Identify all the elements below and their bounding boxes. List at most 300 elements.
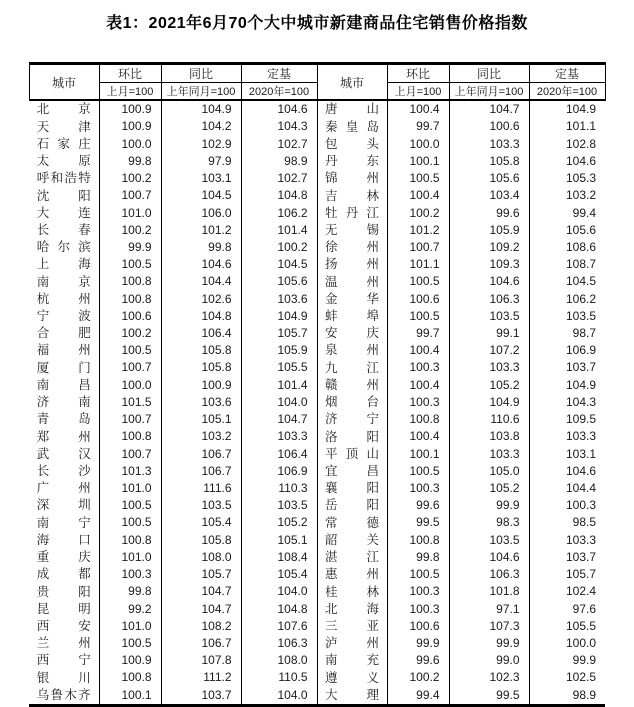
index-value-cell: 103.5	[565, 308, 596, 323]
index-value-cell: 105.4	[161, 514, 241, 531]
index-value-cell: 109.5	[565, 412, 596, 427]
index-value-cell: 100.7	[99, 411, 161, 428]
index-value-cell: 99.8	[387, 549, 449, 566]
city-name-cell	[317, 549, 387, 566]
city-name: 青岛	[36, 412, 91, 427]
index-value-cell: 109.2	[449, 239, 529, 256]
index-value-cell: 100.5	[99, 497, 161, 514]
index-value-cell: 98.5	[572, 515, 596, 530]
city-name: 上海	[36, 257, 91, 272]
table-row	[29, 618, 605, 635]
index-value-cell: 103.5	[241, 497, 317, 514]
index-value-cell: 99.0	[449, 652, 529, 669]
subheader-mom-base-right: 上月=100	[387, 83, 449, 101]
index-value-cell: 99.9	[387, 635, 449, 652]
city-name: 包头	[325, 136, 379, 151]
city-name: 西安	[36, 618, 91, 633]
price-index-table	[29, 62, 606, 707]
index-value-cell: 106.7	[161, 463, 241, 480]
city-name-cell	[317, 480, 387, 497]
index-value-cell: 107.8	[161, 652, 241, 669]
city-name: 南昌	[36, 377, 91, 392]
index-value-cell: 104.9	[449, 394, 529, 411]
city-name-cell	[29, 669, 99, 686]
index-value-cell: 102.8	[565, 136, 596, 151]
index-value-cell: 101.0	[99, 480, 161, 497]
city-name-cell	[317, 566, 387, 583]
index-value-cell: 99.9	[449, 635, 529, 652]
index-value-cell: 103.3	[565, 532, 596, 547]
table-title: 表1：2021年6月70个大中城市新建商品住宅销售价格指数	[106, 15, 528, 32]
city-name: 安庆	[325, 326, 379, 341]
index-value-cell: 100.0	[565, 635, 596, 650]
index-value-cell: 103.3	[449, 359, 529, 376]
index-value-cell: 104.8	[241, 600, 317, 617]
index-value-cell: 106.9	[241, 463, 317, 480]
city-name-cell	[317, 463, 387, 480]
subheader-fixed-base-left: 2020年=100	[241, 83, 317, 101]
city-name-cell	[317, 514, 387, 531]
index-value-cell: 103.3	[449, 135, 529, 152]
city-name: 西宁	[36, 653, 91, 668]
index-value-cell: 103.1	[161, 170, 241, 187]
city-name: 岳阳	[325, 498, 379, 513]
table-row	[29, 187, 605, 204]
index-value-cell: 104.7	[241, 411, 317, 428]
index-value-cell: 105.8	[161, 342, 241, 359]
table-row	[29, 480, 605, 497]
city-name: 福州	[36, 343, 91, 358]
city-name: 太原	[36, 154, 91, 169]
index-value-cell: 100.6	[449, 118, 529, 135]
table-body	[29, 100, 605, 705]
index-value-cell: 103.5	[449, 308, 529, 325]
city-name: 平顶山	[325, 446, 379, 461]
city-name: 徐州	[325, 240, 379, 255]
table-row	[29, 600, 605, 617]
city-name: 银川	[36, 670, 91, 685]
city-name: 泸州	[325, 636, 379, 651]
city-name-cell	[317, 583, 387, 600]
index-value-cell: 100.1	[99, 686, 161, 705]
index-value-cell: 100.4	[387, 377, 449, 394]
city-name-cell	[29, 325, 99, 342]
city-name: 长春	[36, 222, 91, 237]
subheader-yoy-base-left: 上年同月=100	[161, 83, 241, 101]
index-value-cell: 106.9	[565, 343, 596, 358]
table-row	[29, 153, 605, 170]
index-value-cell: 108.0	[161, 549, 241, 566]
index-value-cell: 100.5	[387, 273, 449, 290]
index-value-cell: 100.7	[99, 187, 161, 204]
city-name-cell	[317, 686, 387, 705]
city-name: 大连	[36, 205, 91, 220]
index-value-cell: 103.7	[565, 360, 596, 375]
index-value-cell: 100.8	[99, 428, 161, 445]
index-value-cell: 107.6	[241, 618, 317, 635]
index-value-cell: 102.7	[241, 170, 317, 187]
index-value-cell: 100.9	[99, 100, 161, 118]
index-value-cell: 106.7	[161, 445, 241, 462]
city-name-cell	[29, 377, 99, 394]
city-name: 深圳	[36, 498, 91, 513]
city-name-cell	[29, 463, 99, 480]
index-value-cell: 99.7	[387, 118, 449, 135]
table-row	[29, 686, 605, 705]
city-name-cell	[317, 618, 387, 635]
index-value-cell: 106.3	[449, 566, 529, 583]
index-value-cell: 106.3	[241, 635, 317, 652]
index-value-cell: 105.7	[565, 567, 596, 582]
city-name-cell	[29, 411, 99, 428]
city-name-cell	[29, 308, 99, 325]
index-value-cell: 105.8	[161, 359, 241, 376]
city-name: 蚌埠	[325, 309, 379, 324]
city-name-cell	[29, 153, 99, 170]
index-value-cell: 99.8	[161, 239, 241, 256]
index-value-cell: 104.4	[565, 481, 596, 496]
index-value-cell: 101.1	[387, 256, 449, 273]
index-value-cell: 101.2	[387, 222, 449, 239]
index-value-cell: 103.3	[241, 428, 317, 445]
index-value-cell: 100.5	[387, 463, 449, 480]
header-mom-left: 环比	[99, 64, 161, 83]
index-value-cell: 104.5	[161, 187, 241, 204]
table-row	[29, 118, 605, 135]
city-name-cell	[29, 273, 99, 290]
table-row	[29, 273, 605, 290]
index-value-cell: 99.6	[387, 497, 449, 514]
index-value-cell: 99.8	[99, 153, 161, 170]
index-value-cell: 104.3	[241, 118, 317, 135]
index-value-cell: 98.3	[449, 514, 529, 531]
index-value-cell: 101.8	[449, 583, 529, 600]
city-name: 湛江	[325, 550, 379, 565]
table-row	[29, 531, 605, 548]
city-name: 三亚	[325, 618, 379, 633]
header-city-right: 城市	[317, 64, 387, 101]
table-row	[29, 635, 605, 652]
city-name: 重庆	[36, 550, 91, 565]
index-value-cell: 104.6	[565, 153, 596, 168]
city-name: 济南	[36, 395, 91, 410]
index-value-cell: 100.2	[387, 204, 449, 221]
index-value-cell: 100.5	[99, 514, 161, 531]
city-name-cell	[317, 669, 387, 686]
index-value-cell: 102.9	[161, 135, 241, 152]
table-row	[29, 463, 605, 480]
header-row-main	[29, 64, 605, 83]
index-value-cell: 100.3	[99, 566, 161, 583]
index-value-cell: 100.6	[99, 308, 161, 325]
city-name-cell	[317, 135, 387, 152]
index-value-cell: 100.6	[387, 618, 449, 635]
city-name: 石家庄	[36, 136, 91, 151]
index-value-cell: 101.0	[99, 549, 161, 566]
index-value-cell: 101.0	[99, 618, 161, 635]
city-name: 大理	[325, 687, 379, 702]
city-name-cell	[317, 187, 387, 204]
index-value-cell: 100.7	[387, 239, 449, 256]
index-value-cell: 97.6	[572, 601, 596, 616]
index-value-cell: 105.6	[241, 273, 317, 290]
index-value-cell: 100.9	[161, 377, 241, 394]
index-value-cell: 105.5	[565, 618, 596, 633]
index-value-cell: 105.2	[449, 377, 529, 394]
city-name: 南京	[36, 274, 91, 289]
city-name-cell	[29, 480, 99, 497]
city-name-cell	[317, 497, 387, 514]
table-row	[29, 497, 605, 514]
city-name: 长沙	[36, 464, 91, 479]
index-value-cell: 104.0	[241, 686, 317, 705]
city-name-cell	[317, 531, 387, 548]
index-value-cell: 100.6	[387, 290, 449, 307]
subheader-yoy-base-right: 上年同月=100	[449, 83, 529, 101]
index-value-cell: 105.7	[241, 325, 317, 342]
city-name: 秦皇岛	[325, 119, 379, 134]
table-row	[29, 100, 605, 118]
index-value-cell: 99.8	[99, 583, 161, 600]
city-name-cell	[317, 153, 387, 170]
index-value-cell: 104.7	[449, 100, 529, 118]
index-value-cell: 107.3	[449, 618, 529, 635]
index-value-cell: 104.7	[161, 600, 241, 617]
index-value-cell: 104.9	[161, 100, 241, 118]
table-row	[29, 669, 605, 686]
city-name-cell	[317, 204, 387, 221]
index-value-cell: 100.4	[387, 187, 449, 204]
header-fixedbase-left: 定基	[241, 64, 317, 83]
table-row	[29, 445, 605, 462]
city-name-cell	[317, 359, 387, 376]
subheader-fixed-base-right: 2020年=100	[529, 83, 605, 101]
city-name-cell	[317, 600, 387, 617]
index-value-cell: 105.8	[449, 153, 529, 170]
index-value-cell: 104.2	[161, 118, 241, 135]
city-name-cell	[317, 428, 387, 445]
index-value-cell: 102.4	[565, 584, 596, 599]
city-name-cell	[317, 118, 387, 135]
city-name: 广州	[36, 481, 91, 496]
index-value-cell: 106.2	[241, 204, 317, 221]
city-name: 惠州	[325, 567, 379, 582]
index-value-cell: 110.3	[241, 480, 317, 497]
city-name-cell	[317, 308, 387, 325]
index-value-cell: 99.4	[572, 205, 596, 220]
index-value-cell: 100.7	[99, 359, 161, 376]
index-value-cell: 108.6	[565, 239, 596, 254]
index-value-cell: 100.8	[99, 290, 161, 307]
city-name-cell	[29, 583, 99, 600]
city-name: 丹东	[325, 154, 379, 169]
index-value-cell: 100.8	[99, 273, 161, 290]
index-value-cell: 104.6	[241, 100, 317, 118]
index-value-cell: 101.2	[161, 222, 241, 239]
table-header	[29, 64, 605, 101]
city-name-cell	[317, 635, 387, 652]
index-value-cell: 105.6	[565, 222, 596, 237]
city-name-cell	[29, 359, 99, 376]
city-name: 兰州	[36, 636, 91, 651]
index-value-cell: 103.4	[449, 187, 529, 204]
city-name: 牡丹江	[325, 205, 379, 220]
index-value-cell: 105.3	[565, 171, 596, 186]
index-value-cell: 103.8	[449, 428, 529, 445]
index-value-cell: 99.6	[449, 204, 529, 221]
city-name: 昆明	[36, 601, 91, 616]
city-name: 济宁	[325, 412, 379, 427]
index-value-cell: 102.7	[241, 135, 317, 152]
index-value-cell: 101.4	[241, 222, 317, 239]
index-value-cell: 105.1	[241, 531, 317, 548]
index-value-cell: 99.1	[449, 325, 529, 342]
table-row	[29, 549, 605, 566]
index-value-cell: 105.4	[241, 566, 317, 583]
city-name: 泉州	[325, 343, 379, 358]
city-name-cell	[29, 686, 99, 705]
city-name: 北京	[36, 102, 91, 117]
index-value-cell: 103.7	[565, 549, 596, 564]
city-name: 呼和浩特	[36, 171, 91, 186]
index-value-cell: 99.2	[99, 600, 161, 617]
city-name: 韶关	[325, 532, 379, 547]
index-value-cell: 100.0	[99, 377, 161, 394]
index-value-cell: 108.4	[241, 549, 317, 566]
city-name: 洛阳	[325, 429, 379, 444]
city-name-cell	[317, 394, 387, 411]
city-name-cell	[317, 652, 387, 669]
index-value-cell: 98.9	[241, 153, 317, 170]
index-value-cell: 103.5	[449, 531, 529, 548]
index-value-cell: 99.9	[99, 239, 161, 256]
index-value-cell: 103.2	[565, 188, 596, 203]
city-name-cell	[29, 100, 99, 118]
city-name-cell	[29, 135, 99, 152]
city-name-cell	[317, 342, 387, 359]
index-value-cell: 100.4	[387, 342, 449, 359]
city-name: 南宁	[36, 515, 91, 530]
city-name: 郑州	[36, 429, 91, 444]
index-value-cell: 100.9	[99, 118, 161, 135]
index-value-cell: 100.0	[99, 135, 161, 152]
index-value-cell: 102.6	[161, 290, 241, 307]
header-fixedbase-right: 定基	[529, 64, 605, 83]
table-row	[29, 170, 605, 187]
table-row	[29, 583, 605, 600]
city-name-cell	[317, 273, 387, 290]
city-name-cell	[29, 497, 99, 514]
city-name: 吉林	[325, 188, 379, 203]
city-name-cell	[29, 239, 99, 256]
city-name: 哈尔滨	[36, 240, 91, 255]
table-row	[29, 290, 605, 307]
table-row	[29, 514, 605, 531]
index-value-cell: 100.5	[99, 342, 161, 359]
city-name: 温州	[325, 274, 379, 289]
index-value-cell: 103.2	[161, 428, 241, 445]
city-name-cell	[29, 566, 99, 583]
index-value-cell: 103.3	[449, 445, 529, 462]
city-name-cell	[317, 411, 387, 428]
index-value-cell: 106.2	[565, 291, 596, 306]
index-value-cell: 105.2	[449, 480, 529, 497]
city-name-cell	[317, 256, 387, 273]
city-name: 武汉	[36, 446, 91, 461]
index-value-cell: 100.2	[99, 170, 161, 187]
city-name: 宜昌	[325, 464, 379, 479]
index-value-cell: 100.5	[387, 308, 449, 325]
header-yoy-left: 同比	[161, 64, 241, 83]
index-value-cell: 111.2	[161, 669, 241, 686]
index-value-cell: 105.7	[161, 566, 241, 583]
table-row	[29, 222, 605, 239]
index-value-cell: 98.9	[572, 687, 596, 702]
index-value-cell: 110.6	[449, 411, 529, 428]
index-value-cell: 100.3	[387, 480, 449, 497]
city-name: 九江	[325, 360, 379, 375]
table-row	[29, 308, 605, 325]
index-value-cell: 104.5	[241, 256, 317, 273]
index-value-cell: 100.3	[565, 498, 596, 513]
index-value-cell: 105.9	[241, 342, 317, 359]
table-row	[29, 239, 605, 256]
index-value-cell: 110.5	[241, 669, 317, 686]
index-value-cell: 100.3	[387, 359, 449, 376]
table-row	[29, 325, 605, 342]
index-value-cell: 111.6	[161, 480, 241, 497]
city-name: 襄阳	[325, 481, 379, 496]
city-name: 天津	[36, 119, 91, 134]
index-value-cell: 103.5	[161, 497, 241, 514]
table-row	[29, 359, 605, 376]
index-value-cell: 105.6	[449, 170, 529, 187]
index-value-cell: 106.7	[161, 635, 241, 652]
city-name-cell	[29, 204, 99, 221]
city-name-cell	[29, 290, 99, 307]
index-value-cell: 100.2	[241, 239, 317, 256]
index-value-cell: 105.1	[161, 411, 241, 428]
city-name: 乌鲁木齐	[36, 687, 91, 702]
city-name-cell	[29, 600, 99, 617]
city-name: 成都	[36, 567, 91, 582]
table-row	[29, 652, 605, 669]
index-value-cell: 99.4	[387, 686, 449, 705]
city-name: 沈阳	[36, 188, 91, 203]
city-name-cell	[317, 377, 387, 394]
index-value-cell: 100.8	[99, 669, 161, 686]
index-value-cell: 102.3	[449, 669, 529, 686]
index-value-cell: 104.4	[161, 273, 241, 290]
city-name-cell	[29, 514, 99, 531]
index-value-cell: 100.0	[387, 135, 449, 152]
city-name: 合肥	[36, 326, 91, 341]
index-value-cell: 99.9	[572, 653, 596, 668]
city-name-cell	[29, 618, 99, 635]
city-name: 厦门	[36, 360, 91, 375]
index-value-cell: 100.9	[99, 652, 161, 669]
city-name-cell	[29, 549, 99, 566]
city-name: 北海	[325, 601, 379, 616]
index-value-cell: 99.5	[387, 514, 449, 531]
index-value-cell: 99.7	[387, 325, 449, 342]
index-value-cell: 100.5	[387, 566, 449, 583]
header-mom-right: 环比	[387, 64, 449, 83]
index-value-cell: 103.6	[241, 290, 317, 307]
table-row	[29, 411, 605, 428]
index-value-cell: 104.8	[161, 308, 241, 325]
city-name-cell	[29, 394, 99, 411]
